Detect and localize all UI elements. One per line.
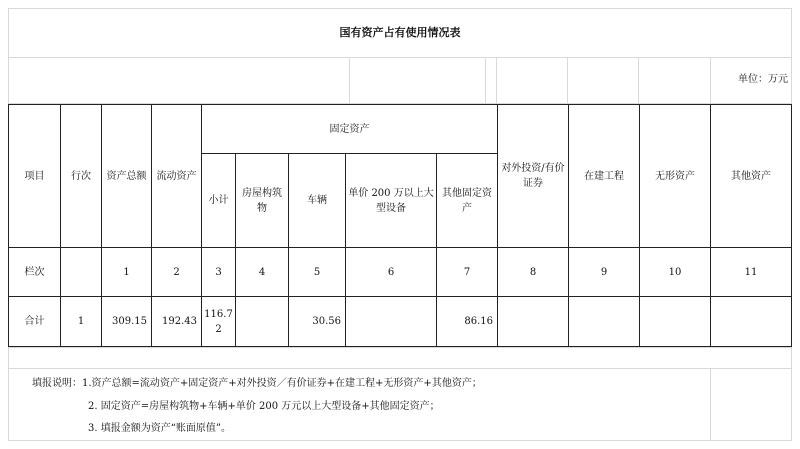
header-investment: 对外投资/有价证券 [497, 104, 569, 248]
index-col-3: 3 [201, 247, 236, 297]
index-row-no [60, 247, 102, 297]
index-row-label: 栏次 [8, 247, 61, 297]
asset-report-sheet [8, 8, 792, 441]
index-col-1: 1 [101, 247, 152, 297]
total-buildings [235, 296, 289, 347]
note-line-3: 3. 填报金额为资产“账面原值”。 [88, 423, 231, 434]
header-vehicles: 车辆 [288, 153, 346, 248]
header-buildings: 房屋构筑物 [235, 153, 289, 248]
index-col-4: 4 [235, 247, 289, 297]
total-other-fixed: 86.16 [436, 296, 498, 347]
index-col-8: 8 [497, 247, 569, 297]
header-current-assets: 流动资产 [151, 104, 202, 248]
header-construction: 在建工程 [568, 104, 640, 248]
note-line-2: 2. 固定资产=房屋构筑物+车辆+单价 200 万元以上大型设备+其他固定资产； [88, 401, 440, 412]
total-subtotal: 116.72 [201, 296, 236, 347]
total-large-equipment [345, 296, 437, 347]
index-col-11: 11 [710, 247, 792, 297]
total-investment [497, 296, 569, 347]
total-other-assets [710, 296, 792, 347]
total-vehicles: 30.56 [288, 296, 346, 347]
header-subtotal: 小计 [201, 153, 236, 248]
index-col-5: 5 [288, 247, 346, 297]
index-col-6: 6 [345, 247, 437, 297]
total-construction [568, 296, 640, 347]
header-item: 项目 [8, 104, 61, 248]
header-other-fixed: 其他固定资产 [436, 153, 498, 248]
total-current-assets: 192.43 [151, 296, 202, 347]
index-col-9: 9 [568, 247, 640, 297]
header-total-assets: 资产总额 [101, 104, 152, 248]
note-line-1: 填报说明：1.资产总额=流动资产+固定资产+对外投资／有价证券+在建工程+无形资产+其他资产； [32, 378, 482, 389]
header-fixed-assets: 固定资产 [201, 104, 498, 154]
header-large-equipment: 单价 200 万以上大型设备 [345, 153, 437, 248]
index-col-7: 7 [436, 247, 498, 297]
header-intangible: 无形资产 [639, 104, 711, 248]
header-other-assets: 其他资产 [710, 104, 792, 248]
total-intangible [639, 296, 711, 347]
total-row-no: 1 [60, 296, 102, 347]
unit-label: 单位：万元 [738, 73, 788, 85]
total-row-label: 合计 [8, 296, 61, 347]
report-title: 国有资产占有使用情况表 [339, 26, 461, 39]
header-row-no: 行次 [60, 104, 102, 248]
index-col-2: 2 [151, 247, 202, 297]
index-col-10: 10 [639, 247, 711, 297]
total-total-assets: 309.15 [101, 296, 152, 347]
